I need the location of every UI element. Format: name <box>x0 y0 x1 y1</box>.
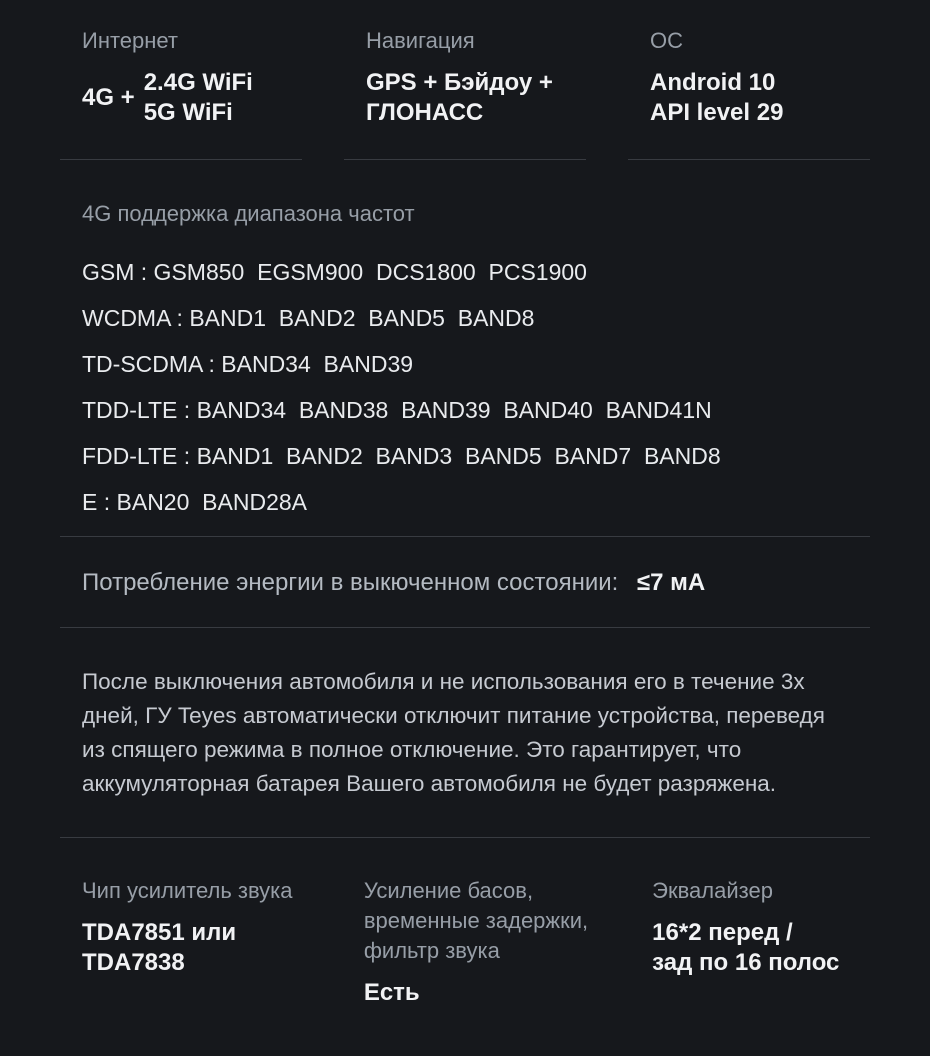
power-consumption-label: Потребление энергии в выкюченном состоянии: <box>82 569 619 596</box>
spec-equalizer-value-line1: 16*2 перед / <box>652 919 793 946</box>
spec-navigation <box>344 0 586 160</box>
note-line: дней, ГУ Teyes автоматически отключит питание устройства, переведя <box>82 703 825 728</box>
spec-os-value <box>650 68 870 128</box>
auto-power-off-note <box>60 665 870 801</box>
spec-bass-boost-label-line1: Усиление басов, <box>363 878 534 903</box>
spec-amp-chip-label: Чип усилитель звука <box>82 878 293 903</box>
spec-equalizer <box>630 876 870 1008</box>
spec-amp-chip-value-line2: TDA7838 <box>82 949 185 976</box>
spec-navigation-value-line2: ГЛОНАСС <box>366 99 484 126</box>
spec-bass-boost-value <box>364 978 588 1008</box>
band-line-e: E : BAN20 BAND28A <box>82 489 307 515</box>
band-line-tdd-lte: TDD-LTE : BAND34 BAND38 BAND39 BAND40 BAND41N <box>82 397 712 423</box>
spec-bass-boost <box>342 876 588 1008</box>
spec-navigation-label: Навигация <box>366 28 475 53</box>
spec-internet-wifi-line1: 2.4G WiFi <box>143 69 253 96</box>
spec-bass-boost-label-line2: временные задержки, <box>363 908 589 933</box>
spec-equalizer-value <box>652 918 870 978</box>
band-line-gsm: GSM : GSM850 EGSM900 DCS1800 PCS1900 <box>82 259 587 285</box>
power-consumption-row <box>60 537 870 627</box>
spec-navigation-value <box>366 68 586 128</box>
spec-equalizer-label: Эквалайзер <box>652 878 773 903</box>
band-line-fdd-lte: FDD-LTE : BAND1 BAND2 BAND3 BAND5 BAND7 BAND8 <box>82 443 721 469</box>
divider <box>60 627 870 628</box>
spec-internet <box>60 0 302 160</box>
spec-navigation-value-line1: GPS + Бэйдоу + <box>366 69 553 96</box>
note-line: аккумуляторная батарея Вашего автомобиля не будет разряжена. <box>82 771 777 796</box>
spec-internet-label: Интернет <box>82 28 178 53</box>
spec-internet-wifi-lines <box>144 68 253 128</box>
bands-list <box>60 260 870 514</box>
spec-amp-chip-value <box>82 918 300 978</box>
spec-bass-boost-value-line1: Есть <box>363 979 420 1006</box>
bottom-spec-row <box>60 876 870 1008</box>
note-line: из спящего режима в полное отключение. Это гарантирует, что <box>82 737 742 762</box>
spec-bass-boost-label-line3: фильтр звука <box>363 938 500 963</box>
spec-os-value-line1: Android 10 <box>650 69 776 96</box>
spec-os-value-line2: API level 29 <box>650 99 784 126</box>
band-line-td-scdma: TD-SCDMA : BAND34 BAND39 <box>82 351 414 377</box>
spec-internet-prefix: 4G + <box>82 84 135 111</box>
spec-equalizer-value-line2: зад по 16 полос <box>652 949 840 976</box>
power-consumption-value: ≤7 мА <box>636 569 706 596</box>
spec-internet-value <box>82 68 302 128</box>
divider <box>60 837 870 838</box>
bands-section-title: 4G поддержка диапазона частот <box>82 201 415 226</box>
spec-internet-wifi-line2: 5G WiFi <box>143 99 233 126</box>
spec-amp-chip <box>60 876 300 1008</box>
spec-os <box>628 0 870 160</box>
spec-amp-chip-value-line1: TDA7851 или <box>82 919 237 946</box>
top-spec-row <box>60 0 870 160</box>
note-line: После выключения автомобиля и не использования его в течение 3х <box>82 669 805 694</box>
specs-panel <box>60 0 870 1008</box>
spec-os-label: ОС <box>650 28 683 53</box>
band-line-wcdma: WCDMA : BAND1 BAND2 BAND5 BAND8 <box>82 305 535 331</box>
